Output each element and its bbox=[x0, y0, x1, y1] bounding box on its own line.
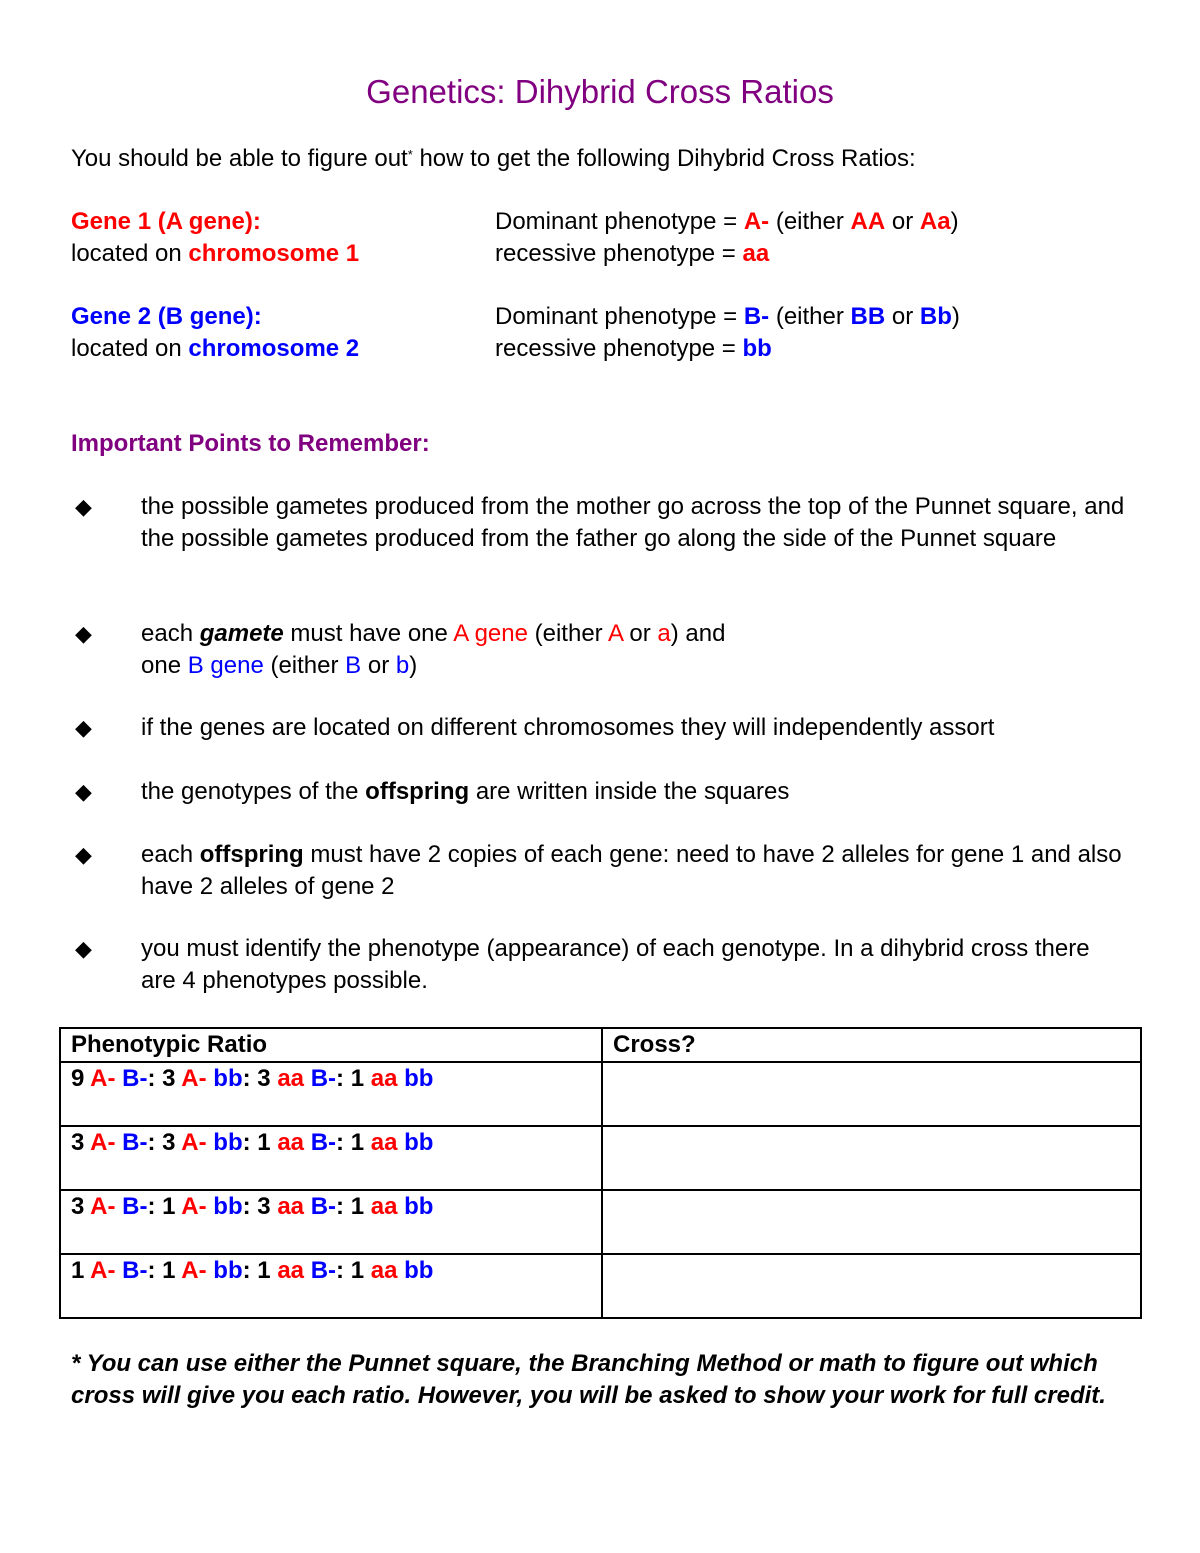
diamond-bullet-icon: ◆ bbox=[75, 842, 92, 867]
gene1-heading: Gene 1 (A gene): bbox=[71, 208, 261, 235]
footnote: * You can use either the Punnet square, the Branching Method or math to figure out which cross will give you each ratio. However, you will be asked to show your work for full credit. bbox=[71, 1350, 1106, 1409]
table-row bbox=[60, 1062, 1141, 1126]
point-gamete-genes: each gamete must have one A gene (either A or a) and one B gene (either B or b) bbox=[141, 620, 726, 679]
gene1-recessive: recessive phenotype = aa bbox=[495, 240, 770, 267]
cross-cell[interactable] bbox=[602, 1254, 1141, 1318]
point-phenotypes: you must identify the phenotype (appearance) of each genotype. In a dihybrid cross there are 4 phenotypes possible. bbox=[141, 935, 1090, 994]
diamond-bullet-icon: ◆ bbox=[75, 936, 92, 961]
intro-text: You should be able to figure out* how to get the following Dihybrid Cross Ratios: bbox=[71, 145, 916, 172]
point-offspring-genotypes: the genotypes of the offspring are written inside the squares bbox=[141, 778, 790, 805]
diamond-bullet-icon: ◆ bbox=[75, 621, 92, 646]
point-offspring-copies: each offspring must have 2 copies of each gene: need to have 2 alleles for gene 1 and also have 2 alleles of gene 2 bbox=[141, 841, 1122, 900]
cross-cell[interactable] bbox=[602, 1062, 1141, 1126]
header-cross: Cross? bbox=[602, 1028, 1141, 1062]
points-heading: Important Points to Remember: bbox=[71, 430, 430, 457]
page-title: Genetics: Dihybrid Cross Ratios bbox=[366, 73, 834, 110]
ratio-cell: 9 A- B-: 3 A- bb: 3 aa B-: 1 aa bb bbox=[60, 1062, 602, 1126]
gene2-dominant: Dominant phenotype = B- (either BB or Bb) bbox=[495, 303, 960, 330]
ratio-table bbox=[59, 1027, 1142, 1319]
gene1-dominant: Dominant phenotype = A- (either AA or Aa) bbox=[495, 208, 959, 235]
header-phenotypic-ratio: Phenotypic Ratio bbox=[60, 1028, 602, 1062]
gene2-chromosome: chromosome 2 bbox=[188, 335, 360, 362]
table-row bbox=[60, 1126, 1141, 1190]
cross-cell[interactable] bbox=[602, 1126, 1141, 1190]
gene1-location: located on chromosome 1 bbox=[71, 240, 360, 267]
diamond-bullet-icon: ◆ bbox=[75, 715, 92, 740]
table-row bbox=[60, 1254, 1141, 1318]
cross-cell[interactable] bbox=[602, 1190, 1141, 1254]
point-gametes-placement: the possible gametes produced from the mother go across the top of the Punnet square, and the possible gametes produced from the father go along the side of the Punnet square bbox=[141, 493, 1125, 552]
diamond-bullet-icon: ◆ bbox=[75, 779, 92, 804]
ratio-cell: 3 A- B-: 1 A- bb: 3 aa B-: 1 aa bb bbox=[60, 1190, 602, 1254]
ratio-cell: 1 A- B-: 1 A- bb: 1 aa B-: 1 aa bb bbox=[60, 1254, 602, 1318]
ratio-cell: 3 A- B-: 3 A- bb: 1 aa B-: 1 aa bb bbox=[60, 1126, 602, 1190]
point-independent-assortment: if the genes are located on different chromosomes they will independently assort bbox=[141, 714, 995, 741]
table-row bbox=[60, 1190, 1141, 1254]
gene2-heading: Gene 2 (B gene): bbox=[71, 303, 262, 330]
gene2-location: located on chromosome 2 bbox=[71, 335, 360, 362]
footnote-mark: * bbox=[407, 147, 413, 162]
gene2-recessive: recessive phenotype = bb bbox=[495, 335, 772, 362]
gene1-chromosome: chromosome 1 bbox=[188, 240, 360, 267]
table-header-row bbox=[60, 1028, 1141, 1062]
diamond-bullet-icon: ◆ bbox=[75, 494, 92, 519]
